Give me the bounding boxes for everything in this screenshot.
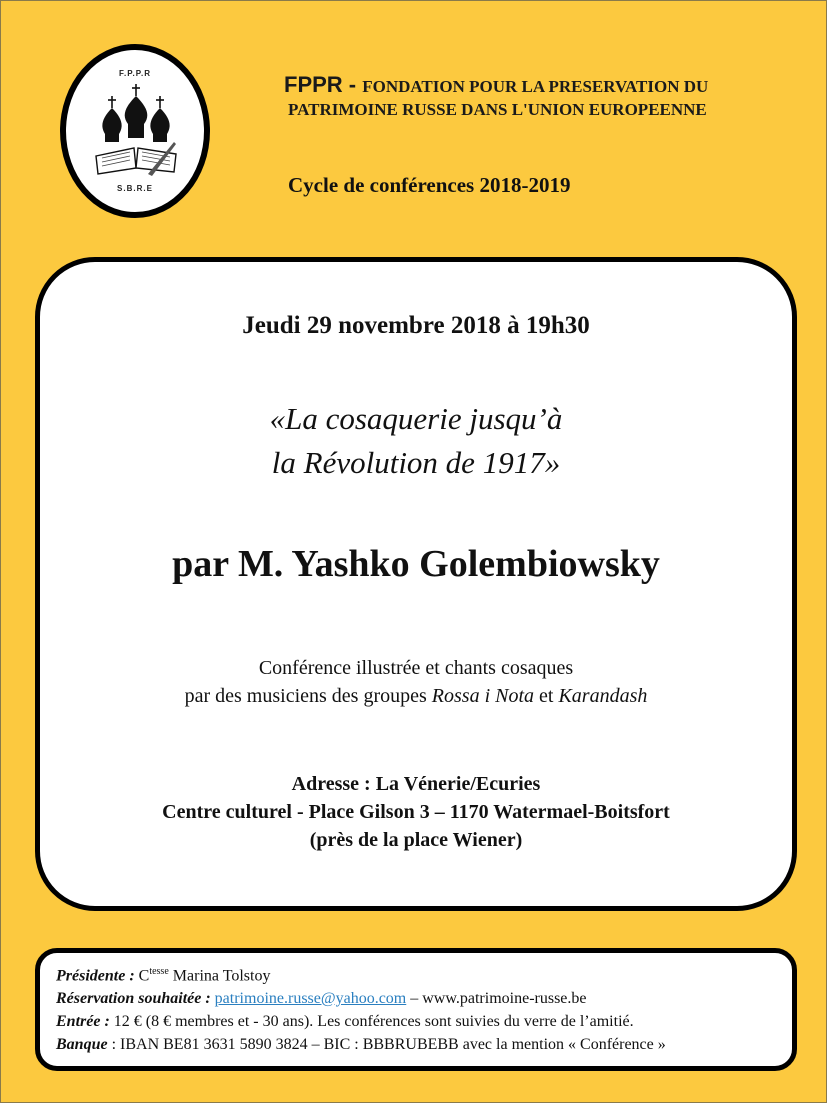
president-name: Marina Tolstoy [168,967,271,985]
org-name-line2: PATRIMOINE RUSSE DANS L'UNION EUROPEENNE [288,100,707,119]
desc-and: et [534,685,559,707]
president-prefix: C [134,967,150,985]
event-description [40,654,792,710]
event-desc-line1: Conférence illustrée et chants cosaques [258,657,574,679]
org-name-line1 [284,72,708,98]
event-address [40,770,792,854]
event-desc-line2 [40,682,792,710]
org-dash: - [342,72,363,97]
group-rossa-i-nota: Rossa i Nota [431,685,535,707]
cycle-title: Cycle de conférences 2018-2019 [288,173,571,197]
info-box [35,948,797,1071]
org-acronym: FPPR [284,72,343,97]
reservation-line [56,990,587,1008]
entry-text: 12 € (8 € membres et - 30 ans). Les conférences sont suivies du verre de l’amitié. [109,1013,634,1030]
reservation-label: Réservation souhaitée : [56,990,211,1007]
president-label: Présidente : [56,967,135,985]
president-title-sup: tesse [149,966,169,977]
bank-line [56,1036,666,1054]
entry-line [56,1013,634,1031]
event-speaker: par M. Yashko Golembiowsky [172,543,660,585]
bank-text: : IBAN BE81 3631 5890 3824 – BIC : BBBRUBEBB avec la mention « Conférence » [107,1036,666,1053]
address-line3: (près de la place Wiener) [309,829,523,851]
desc-prefix: par des musiciens des groupes [184,685,432,707]
event-title [40,397,792,485]
event-title-line1: «La cosaquerie jusqu’à [269,401,563,436]
address-line2: Centre culturel - Place Gilson 3 – 1170 Watermael-Boitsfort [162,801,670,823]
entry-label: Entrée : [56,1013,110,1030]
event-card [35,257,797,911]
event-date: Jeudi 29 novembre 2018 à 19h30 [242,312,590,339]
org-name-rest: FONDATION POUR LA PRESERVATION DU [362,77,709,96]
reservation-email-link[interactable]: patrimoine.russe@yahoo.com [214,990,407,1007]
president-line [56,966,270,985]
address-line1: Adresse : La Vénerie/Ecuries [291,773,541,795]
event-title-line2: la Révolution de 1917» [271,445,561,480]
group-karandash: Karandash [558,685,648,707]
reservation-website: – www.patrimoine-russe.be [406,990,587,1007]
church-domes-book-icon [90,82,182,182]
bank-label: Banque [56,1036,108,1053]
logo-top-text: F.P.P.R [118,69,152,78]
logo-bottom-text: S.B.R.E [117,184,153,193]
fppr-logo [60,44,210,218]
